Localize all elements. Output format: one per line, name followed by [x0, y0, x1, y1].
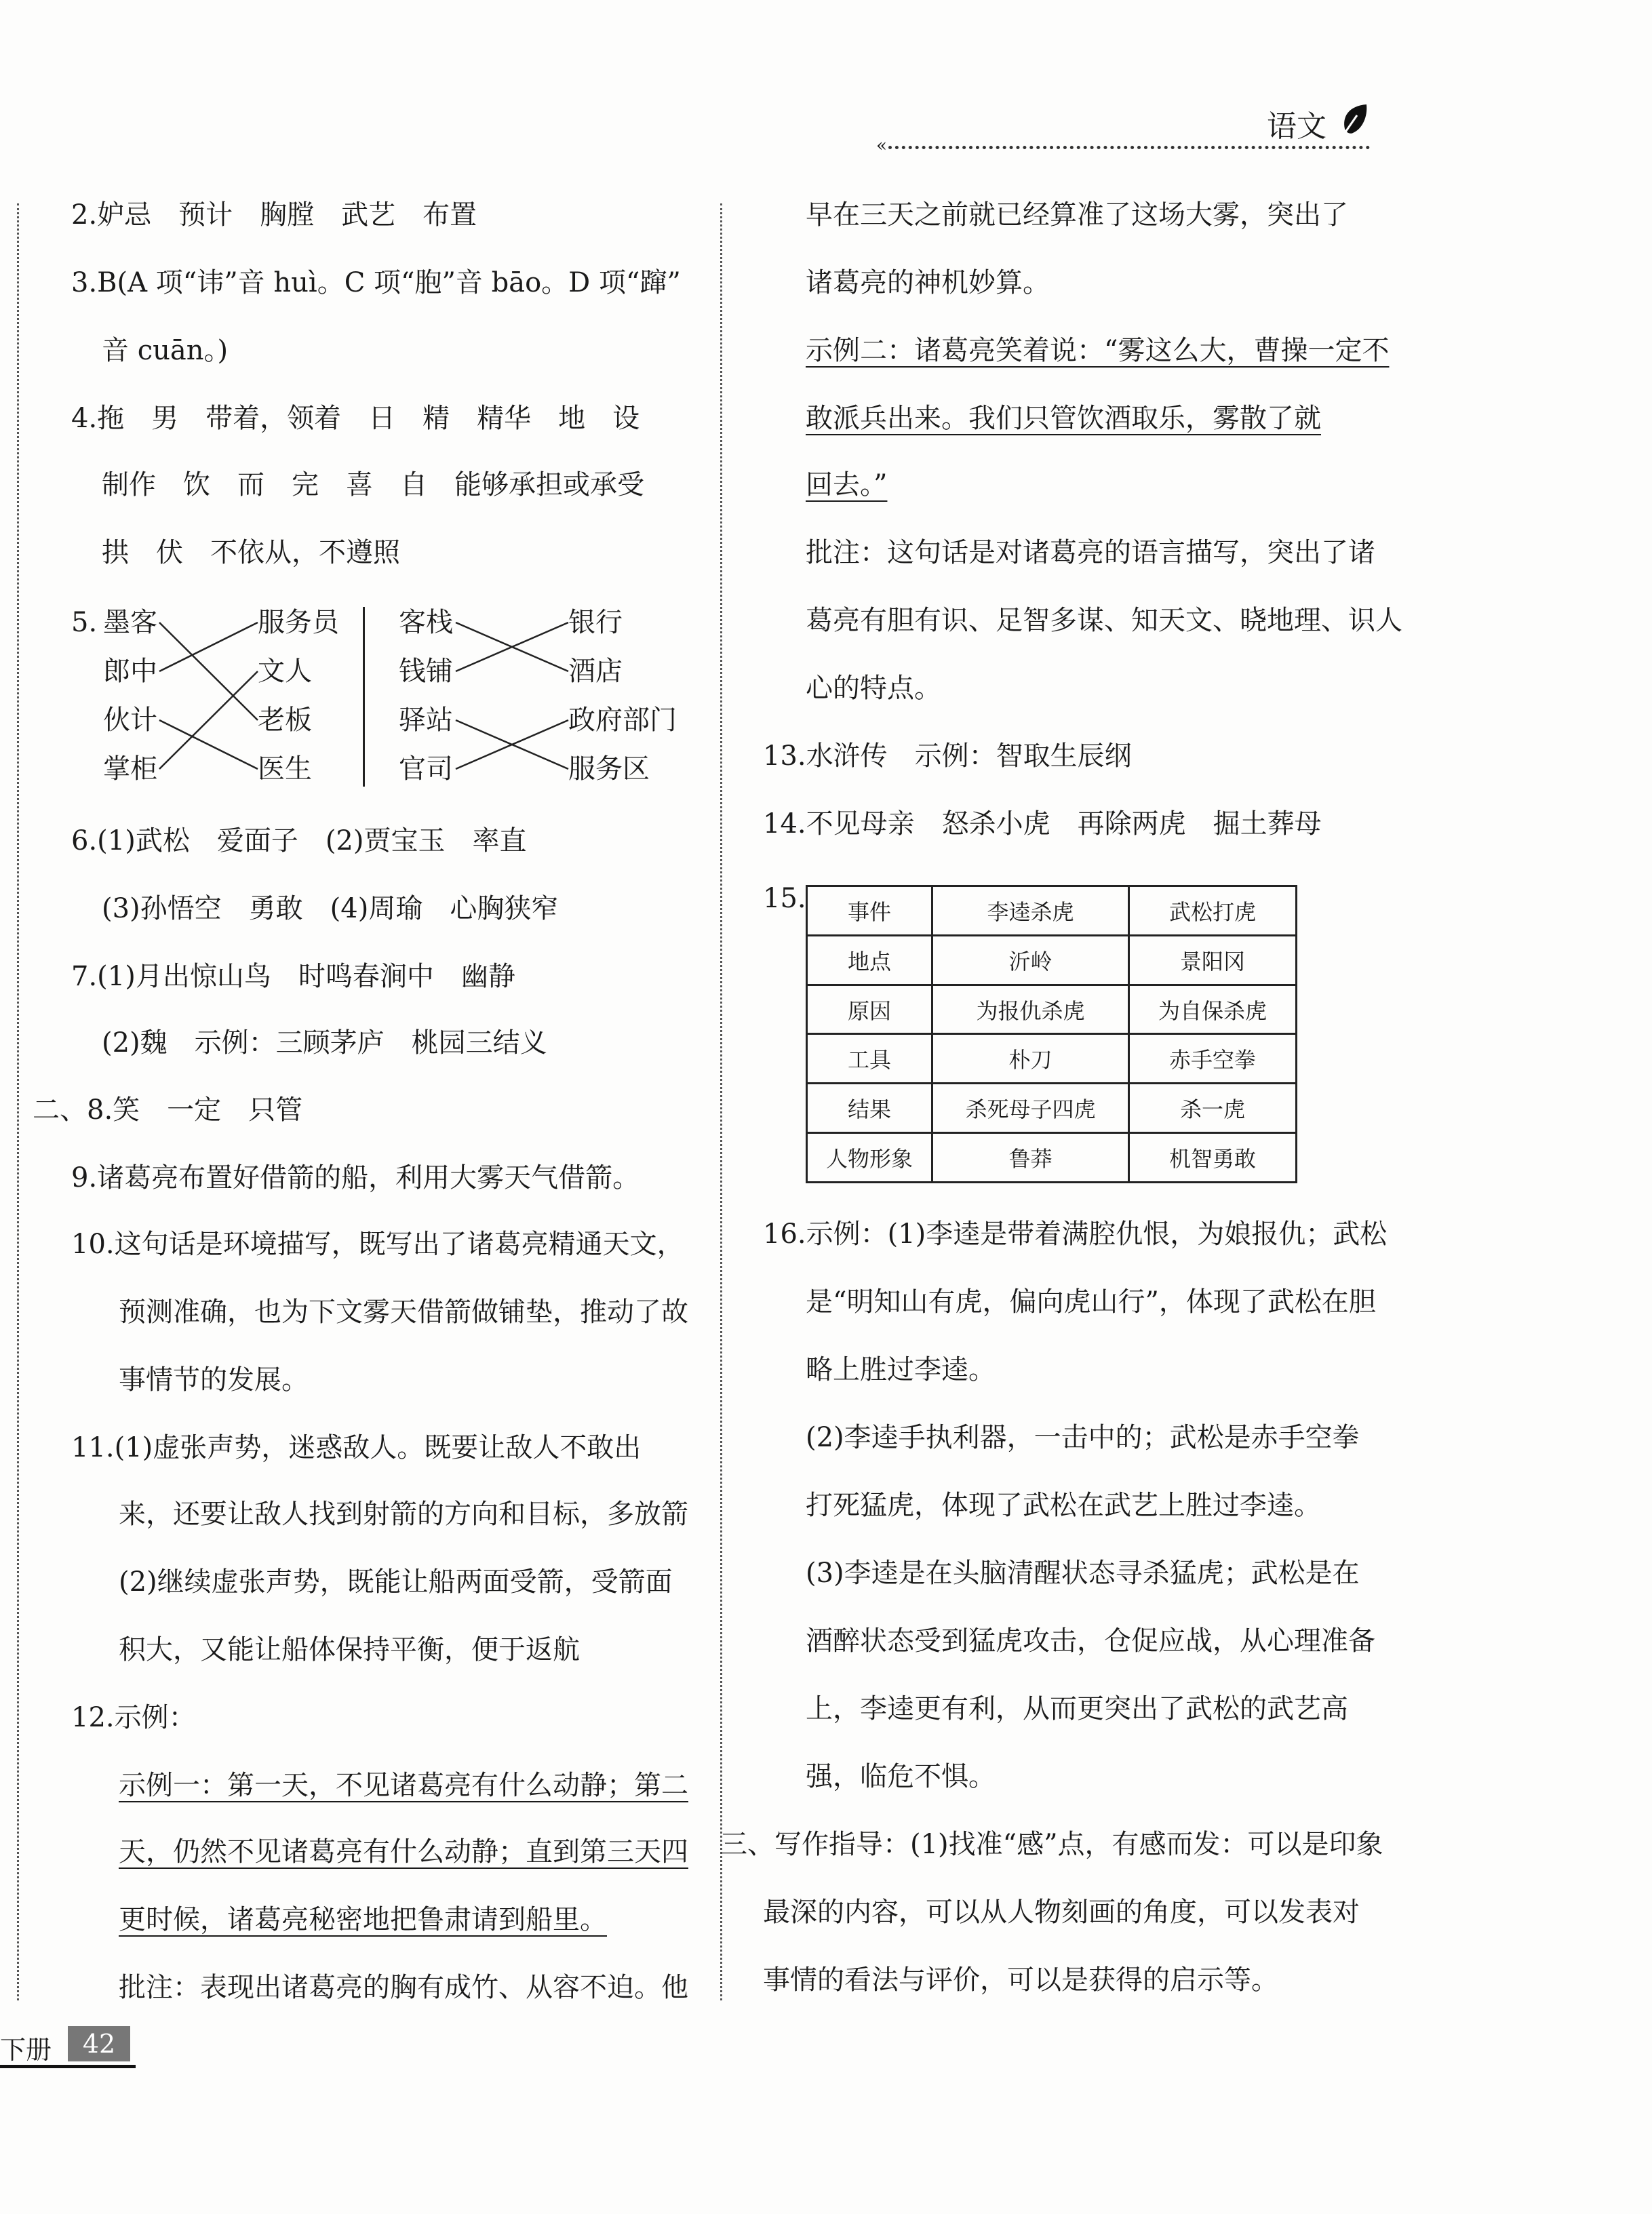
answer-line: (3)李逵是在头脑清醒状态寻杀猛虎；武松是在 [806, 1558, 1360, 1589]
answer-line: 制作 饮 而 完 喜 自 能够承担或承受 [102, 469, 644, 500]
match-term: 酒店 [568, 656, 623, 687]
match-term: 郎中 [103, 656, 157, 687]
answer-line: 酒醉状态受到猛虎攻击，仓促应战，从心理准备 [806, 1625, 1375, 1657]
match-term: 医生 [258, 753, 312, 785]
underlined-quote: 示例一：第一天，不见诸葛亮有什么动静；第二 [119, 1770, 688, 1801]
match-term: 掌柜 [103, 753, 157, 785]
match-lines [0, 0, 719, 814]
table-cell: 原因 [807, 985, 932, 1034]
table-cell: 事件 [807, 886, 932, 936]
table-row [807, 1133, 1297, 1183]
double-chevron-icon: « [876, 136, 887, 156]
answer-line: 早在三天之前就已经算准了这场大雾，突出了 [806, 199, 1348, 231]
answer-line: 事情的看法与评价，可以是获得的启示等。 [763, 1964, 1278, 1996]
match-line [159, 622, 258, 720]
match-term: 政府部门 [568, 705, 677, 736]
answer-line: 13.水浒传 示例：智取生辰纲 [763, 740, 1132, 772]
answer-line: 6.(1)武松 爱面子 (2)贾宝玉 率直 [71, 825, 527, 856]
answer-line: (2)继续虚张声势，既能让船两面受箭，受箭面 [119, 1566, 673, 1598]
answer-line: 积大，又能让船体保持平衡，便于返航 [119, 1634, 580, 1665]
answer-line: (3)孙悟空 勇敢 (4)周瑜 心胸狭窄 [102, 893, 559, 924]
footer-rule [0, 2065, 136, 2068]
column-divider [720, 203, 722, 2000]
match-term: 钱铺 [399, 656, 453, 687]
match-term: 银行 [568, 607, 623, 638]
underlined-quote: 敢派兵出来。我们只管饮酒取乐，雾散了就 [806, 403, 1321, 434]
table-row [807, 1034, 1297, 1084]
answer-line: 12.示例： [71, 1702, 196, 1733]
table-cell: 为报仇杀虎 [932, 985, 1129, 1034]
answer-line: 音 cuān。) [102, 335, 229, 366]
table-cell: 李逵杀虎 [932, 886, 1129, 936]
section-heading: 三、写作指导：(1)找准“感”点，有感而发：可以是印象 [720, 1829, 1383, 1860]
header-dotted-rule [888, 146, 1370, 149]
volume-label: 下册 [0, 2035, 52, 2065]
table-cell: 景阳冈 [1129, 935, 1297, 985]
underlined-quote: 天，仍然不见诸葛亮有什么动静；直到第三天四 [119, 1836, 688, 1867]
match-line [159, 720, 258, 769]
answer-line: 打死猛虎，体现了武松在武艺上胜过李逵。 [806, 1490, 1321, 1521]
answer-line: 葛亮有胆有识、足智多谋、知天文、晓地理、识人 [806, 605, 1402, 636]
answer-line: 诸葛亮的神机妙算。 [806, 267, 1050, 298]
match-term: 客栈 [399, 607, 453, 638]
match-term: 服务员 [258, 607, 339, 638]
answer-line: 批注：表现出诸葛亮的胸有成竹、从容不迫。他 [119, 1972, 688, 2003]
answer-line: 事情节的发展。 [119, 1364, 309, 1396]
question-number: 15. [763, 883, 806, 914]
underlined-quote: 回去。” [806, 469, 888, 500]
answer-line: 略上胜过李逵。 [806, 1354, 996, 1385]
table-cell: 赤手空拳 [1129, 1034, 1297, 1084]
match-term: 文人 [258, 656, 312, 687]
comparison-table [806, 885, 1297, 1183]
answer-line: 是“明知山有虎，偏向虎山行”，体现了武松在胆 [806, 1286, 1376, 1318]
table-cell: 工具 [807, 1034, 932, 1084]
answer-line: 来，还要让敌人找到射箭的方向和目标，多放箭 [119, 1499, 688, 1530]
answer-line: 14.不见母亲 怒杀小虎 再除两虎 掘土葬母 [763, 808, 1322, 839]
question-number: 5. [71, 607, 98, 638]
match-term: 墨客 [103, 607, 157, 638]
subject-title: 语文 [1267, 109, 1326, 144]
leaf-icon [1339, 102, 1371, 140]
table-cell: 机智勇敢 [1129, 1133, 1297, 1183]
table-cell: 杀死母子四虎 [932, 1084, 1129, 1133]
table-row [807, 985, 1297, 1034]
page-number: 42 [68, 2026, 130, 2061]
answer-line: 4.拖 男 带着，领着 日 精 精华 地 设 [71, 403, 640, 434]
match-line [159, 671, 258, 769]
underlined-quote: 示例二：诸葛亮笑着说：“雾这么大，曹操一定不 [806, 335, 1390, 366]
answer-line: 预测准确，也为下文雾天借箭做铺垫，推动了故 [119, 1297, 688, 1328]
table-cell: 武松打虎 [1129, 886, 1297, 936]
answer-line: 10.这句话是环境描写，既写出了诸葛亮精通天文， [71, 1229, 684, 1260]
section-heading: 二、8.笑 一定 只管 [33, 1094, 303, 1126]
match-term: 老板 [258, 705, 312, 736]
match-term: 驿站 [399, 705, 453, 736]
table-row [807, 935, 1297, 985]
table-cell: 鲁莽 [932, 1133, 1129, 1183]
table-cell: 结果 [807, 1084, 932, 1133]
answer-line: 11.(1)虚张声势，迷惑敌人。既要让敌人不敢出 [71, 1432, 642, 1463]
table-cell: 沂岭 [932, 935, 1129, 985]
table-header-row [807, 886, 1297, 936]
answer-line: 强，临危不惧。 [806, 1761, 996, 1792]
underlined-quote: 更时候，诸葛亮秘密地把鲁肃请到船里。 [119, 1904, 607, 1935]
table-cell: 人物形象 [807, 1133, 932, 1183]
table-cell: 朴刀 [932, 1034, 1129, 1084]
answer-line: 16.示例：(1)李逵是带着满腔仇恨，为娘报仇；武松 [763, 1219, 1388, 1250]
answer-line: 拱 伏 不依从，不遵照 [102, 537, 400, 568]
match-term: 官司 [399, 753, 453, 785]
answer-line: 7.(1)月出惊山鸟 时鸣春涧中 幽静 [71, 961, 515, 992]
table-cell: 地点 [807, 935, 932, 985]
answer-line: (2)李逵手执利器，一击中的；武松是赤手空拳 [806, 1422, 1360, 1453]
answer-line: 9.诸葛亮布置好借箭的船，利用大雾天气借箭。 [71, 1162, 640, 1193]
match-line [159, 622, 258, 671]
answer-line: 3.B(A 项“讳”音 huì。C 项“胞”音 bāo。D 项“蹿” [71, 267, 681, 298]
answer-line: 上，李逵更有利，从而更突出了武松的武艺高 [806, 1693, 1348, 1724]
table-row [807, 1084, 1297, 1133]
match-term: 伙计 [103, 705, 157, 736]
match-term: 服务区 [568, 753, 650, 785]
answer-line: 最深的内容，可以从人物刻画的角度，可以发表对 [763, 1897, 1360, 1928]
table-cell: 杀一虎 [1129, 1084, 1297, 1133]
answer-line: 批注：这句话是对诸葛亮的语言描写，突出了诸 [806, 537, 1375, 568]
table-cell: 为自保杀虎 [1129, 985, 1297, 1034]
answer-line: 2.妒忌 预计 胸膛 武艺 布置 [71, 199, 477, 231]
answer-line: (2)魏 示例：三顾茅庐 桃园三结义 [102, 1027, 547, 1059]
answer-line: 心的特点。 [806, 673, 941, 704]
